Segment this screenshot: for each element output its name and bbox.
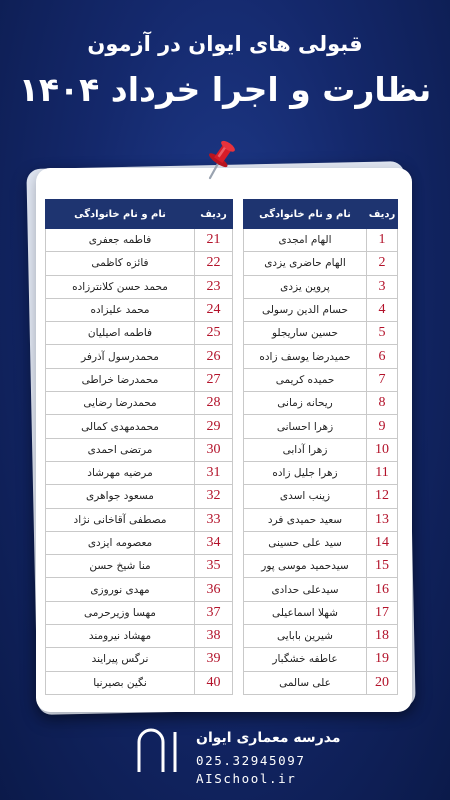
table-row bbox=[46, 322, 398, 345]
push-pin-icon bbox=[200, 136, 240, 182]
column-gap bbox=[233, 461, 244, 484]
table-row bbox=[46, 601, 398, 624]
row-number: 1 bbox=[367, 229, 398, 252]
row-number: 5 bbox=[367, 322, 398, 345]
full-name: منا شیخ حسن bbox=[46, 555, 195, 578]
table-row bbox=[46, 625, 398, 648]
column-gap bbox=[233, 555, 244, 578]
table-row bbox=[46, 345, 398, 368]
row-number: 28 bbox=[195, 392, 233, 415]
full-name: محمدمهدی کمالی bbox=[46, 415, 195, 438]
row-number: 3 bbox=[367, 275, 398, 298]
full-name: نگین بصیرنیا bbox=[46, 671, 195, 694]
column-gap bbox=[233, 508, 244, 531]
column-gap bbox=[233, 298, 244, 321]
school-name: مدرسه معماری ایوان bbox=[196, 730, 341, 746]
table-body bbox=[46, 229, 398, 695]
row-number: 32 bbox=[195, 485, 233, 508]
row-number: 27 bbox=[195, 368, 233, 391]
row-number: 10 bbox=[367, 438, 398, 461]
full-name: فاطمه جعفری bbox=[46, 229, 195, 252]
full-name: الهام حاضری یزدی bbox=[244, 252, 367, 275]
column-gap bbox=[233, 200, 244, 229]
table-row bbox=[46, 275, 398, 298]
row-number: 31 bbox=[195, 461, 233, 484]
column-gap bbox=[233, 368, 244, 391]
header-row-number: ردیف bbox=[367, 200, 398, 229]
full-name: شیرین بابایی bbox=[244, 625, 367, 648]
column-gap bbox=[233, 392, 244, 415]
column-gap bbox=[233, 252, 244, 275]
row-number: 36 bbox=[195, 578, 233, 601]
full-name: مهسا وزیرحرمی bbox=[46, 601, 195, 624]
full-name: محمد علیزاده bbox=[46, 298, 195, 321]
full-name: حمیدرضا یوسف زاده bbox=[244, 345, 367, 368]
full-name: نرگس پیرایند bbox=[46, 648, 195, 671]
row-number: 40 bbox=[195, 671, 233, 694]
page-title-line2: نظارت و اجرا خرداد ۱۴۰۴ bbox=[18, 70, 432, 109]
row-number: 13 bbox=[367, 508, 398, 531]
column-gap bbox=[233, 531, 244, 554]
row-number: 16 bbox=[367, 578, 398, 601]
table-row bbox=[46, 508, 398, 531]
table-row bbox=[46, 555, 398, 578]
full-name: سید علی حسینی bbox=[244, 531, 367, 554]
table-row bbox=[46, 252, 398, 275]
full-name: ریحانه زمانی bbox=[244, 392, 367, 415]
table-row bbox=[46, 461, 398, 484]
full-name: حمیده کریمی bbox=[244, 368, 367, 391]
full-name: مهشاد نیرومند bbox=[46, 625, 195, 648]
header-full-name-2: نام و نام خانوادگی bbox=[46, 200, 195, 229]
column-gap bbox=[233, 438, 244, 461]
full-name: شهلا اسماعیلی bbox=[244, 601, 367, 624]
full-name: زهرا احسانی bbox=[244, 415, 367, 438]
full-name: مسعود جواهری bbox=[46, 485, 195, 508]
row-number: 8 bbox=[367, 392, 398, 415]
row-number: 9 bbox=[367, 415, 398, 438]
row-number: 29 bbox=[195, 415, 233, 438]
row-number: 7 bbox=[367, 368, 398, 391]
full-name: سیدعلی حدادی bbox=[244, 578, 367, 601]
row-number: 34 bbox=[195, 531, 233, 554]
full-name: حسین ساریجلو bbox=[244, 322, 367, 345]
phone-number: 025.32945097 bbox=[196, 753, 306, 768]
table-row bbox=[46, 485, 398, 508]
ivan-logo-icon bbox=[135, 726, 185, 774]
row-number: 35 bbox=[195, 555, 233, 578]
column-gap bbox=[233, 322, 244, 345]
full-name: محمدرضا رضایی bbox=[46, 392, 195, 415]
row-number: 4 bbox=[367, 298, 398, 321]
full-name: محمد حسن کلانترزاده bbox=[46, 275, 195, 298]
table-row bbox=[46, 368, 398, 391]
row-number: 26 bbox=[195, 345, 233, 368]
column-gap bbox=[233, 229, 244, 252]
table-row bbox=[46, 298, 398, 321]
row-number: 18 bbox=[367, 625, 398, 648]
table-header-row bbox=[46, 200, 398, 229]
full-name: الهام امجدی bbox=[244, 229, 367, 252]
row-number: 24 bbox=[195, 298, 233, 321]
row-number: 20 bbox=[367, 671, 398, 694]
column-gap bbox=[233, 345, 244, 368]
row-number: 37 bbox=[195, 601, 233, 624]
row-number: 14 bbox=[367, 531, 398, 554]
table-row bbox=[46, 415, 398, 438]
full-name: عاطفه خشگبار bbox=[244, 648, 367, 671]
row-number: 23 bbox=[195, 275, 233, 298]
row-number: 19 bbox=[367, 648, 398, 671]
page-title-line1: قبولی های ایوان در آزمون bbox=[87, 32, 363, 56]
column-gap bbox=[233, 601, 244, 624]
table-row bbox=[46, 438, 398, 461]
row-number: 33 bbox=[195, 508, 233, 531]
table-row bbox=[46, 671, 398, 694]
full-name: مصطفی آقاخانی نژاد bbox=[46, 508, 195, 531]
column-gap bbox=[233, 485, 244, 508]
column-gap bbox=[233, 578, 244, 601]
row-number: 25 bbox=[195, 322, 233, 345]
column-gap bbox=[233, 671, 244, 694]
header bbox=[0, 28, 450, 114]
full-name: محمدرضا خراطی bbox=[46, 368, 195, 391]
row-number: 12 bbox=[367, 485, 398, 508]
header-row-number-2: ردیف bbox=[195, 200, 233, 229]
row-number: 15 bbox=[367, 555, 398, 578]
full-name: زینب اسدی bbox=[244, 485, 367, 508]
row-number: 38 bbox=[195, 625, 233, 648]
row-number: 30 bbox=[195, 438, 233, 461]
table-row bbox=[46, 392, 398, 415]
table-row bbox=[46, 578, 398, 601]
full-name: حسام الدین رسولی bbox=[244, 298, 367, 321]
column-gap bbox=[233, 625, 244, 648]
row-number: 21 bbox=[195, 229, 233, 252]
row-number: 22 bbox=[195, 252, 233, 275]
column-gap bbox=[233, 648, 244, 671]
full-name: سیدحمید موسی پور bbox=[244, 555, 367, 578]
full-name: سعید حمیدی فرد bbox=[244, 508, 367, 531]
row-number: 6 bbox=[367, 345, 398, 368]
footer bbox=[0, 726, 450, 796]
full-name: پروین یزدی bbox=[244, 275, 367, 298]
table-row bbox=[46, 531, 398, 554]
row-number: 2 bbox=[367, 252, 398, 275]
full-name: محمدرسول آذرفر bbox=[46, 345, 195, 368]
table-row bbox=[46, 648, 398, 671]
full-name: فائزه کاظمی bbox=[46, 252, 195, 275]
full-name: معصومه ایزدی bbox=[46, 531, 195, 554]
column-gap bbox=[233, 415, 244, 438]
full-name: علی سالمی bbox=[244, 671, 367, 694]
full-name: زهرا جلیل زاده bbox=[244, 461, 367, 484]
header-full-name: نام و نام خانوادگی bbox=[244, 200, 367, 229]
full-name: فاطمه اصیلیان bbox=[46, 322, 195, 345]
row-number: 39 bbox=[195, 648, 233, 671]
table-row bbox=[46, 229, 398, 252]
full-name: زهرا آدابی bbox=[244, 438, 367, 461]
website: AISchool.ir bbox=[196, 771, 297, 786]
row-number: 17 bbox=[367, 601, 398, 624]
results-table bbox=[45, 199, 398, 695]
full-name: مرضیه مهرشاد bbox=[46, 461, 195, 484]
column-gap bbox=[233, 275, 244, 298]
full-name: مرتضی احمدی bbox=[46, 438, 195, 461]
row-number: 11 bbox=[367, 461, 398, 484]
full-name: مهدی نوروزی bbox=[46, 578, 195, 601]
